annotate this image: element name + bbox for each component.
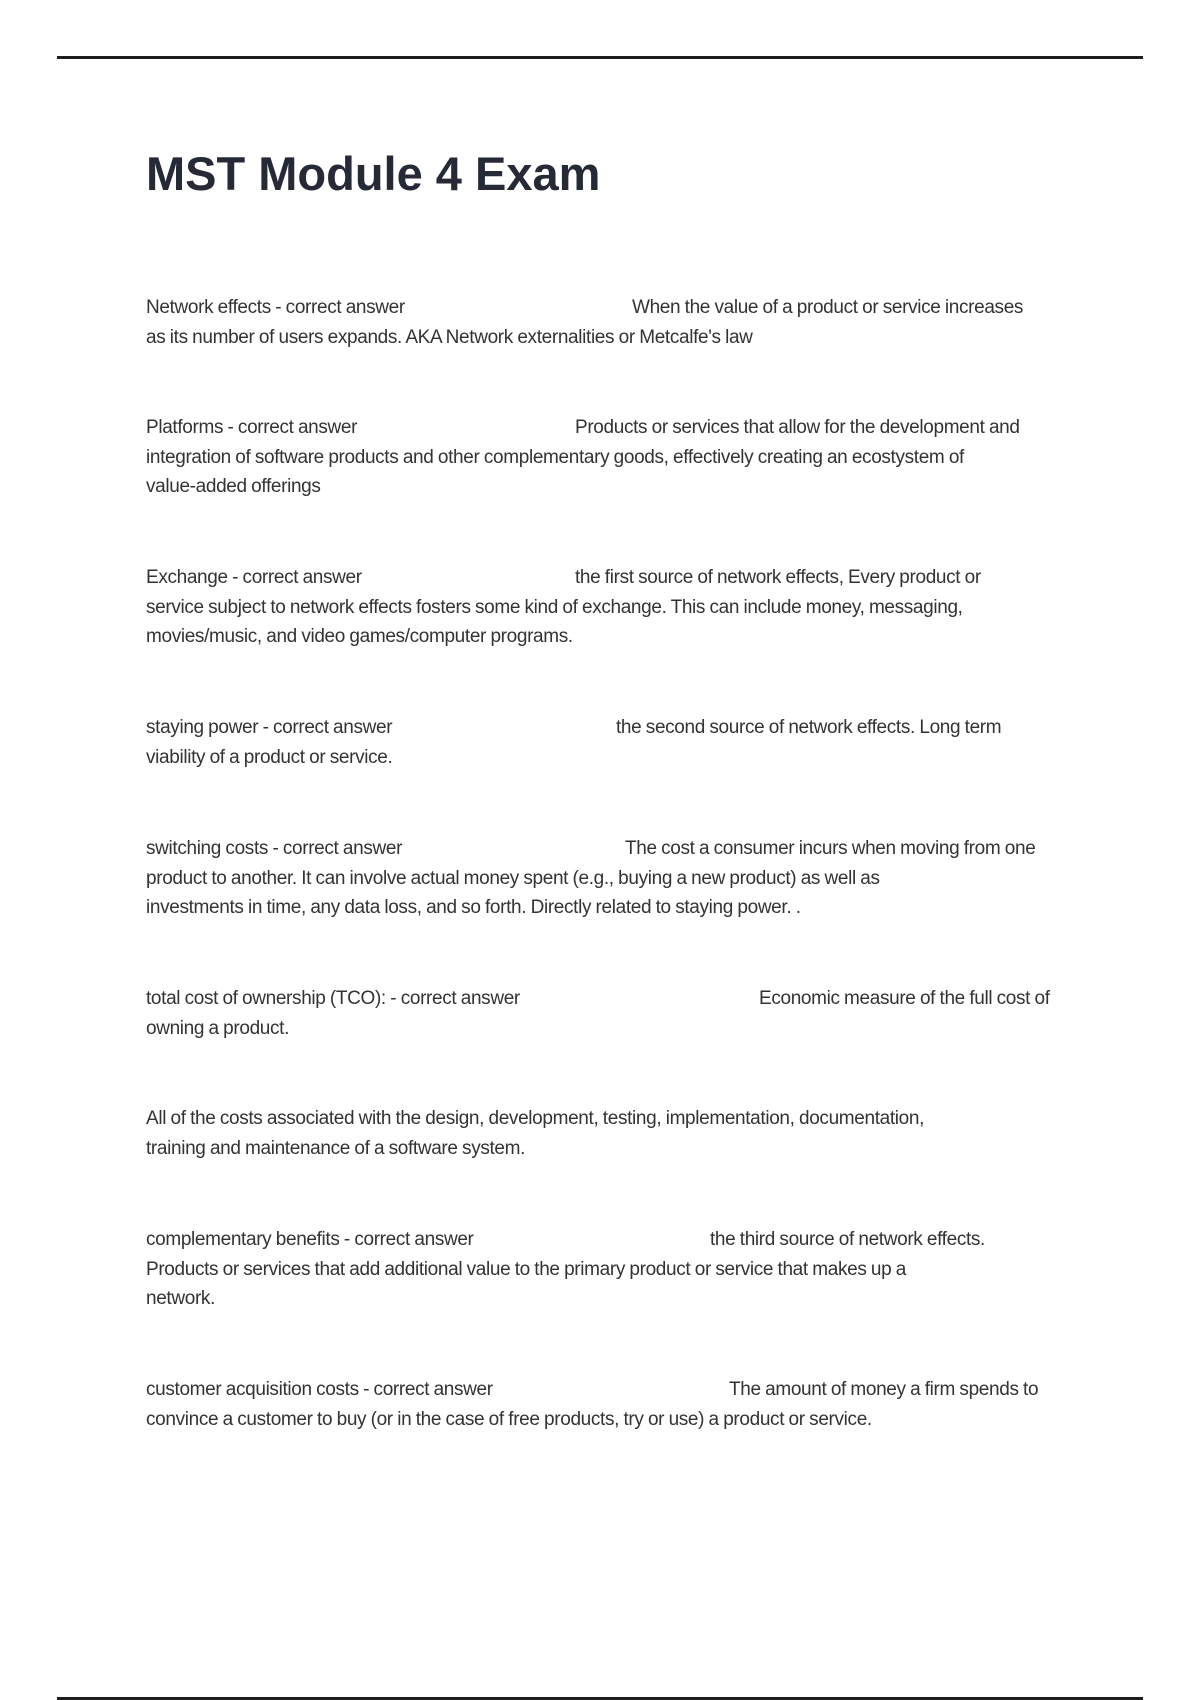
flashcard-entry [146, 834, 1086, 923]
entry-answer-line: value-added offerings [146, 476, 321, 497]
flashcard-entry [146, 984, 1086, 1043]
entry-answer-line: integration of software products and other complementary goods, effectively creating an ecostystem of [146, 446, 964, 468]
entry-answer-start: Economic measure of the full cost of [759, 988, 1050, 1009]
entry-answer-start: The cost a consumer incurs when moving from one [625, 838, 1036, 859]
entry-term: total cost of ownership (TCO): - correct answer [146, 988, 520, 1009]
entry-answer-line: product to another. It can involve actual money spent (e.g., buying a new product) as well as [146, 867, 880, 889]
entry-first-line [146, 413, 1086, 443]
paragraph-line: training and maintenance of a software system. [146, 1137, 526, 1159]
flashcard-entry [146, 1225, 1086, 1314]
flashcard-entry [146, 713, 1086, 772]
entry-term: Network effects - correct answer [146, 297, 405, 318]
entry-answer-line: convince a customer to buy (or in the case of free products, try or use) a product or service. [146, 1408, 872, 1430]
entry-first-line [146, 293, 1086, 323]
entry-answer-start: Products or services that allow for the development and [575, 417, 1020, 438]
entry-term: Exchange - correct answer [146, 567, 362, 588]
flashcard-entry [146, 563, 1086, 652]
entry-first-line [146, 834, 1086, 864]
entry-term: complementary benefits - correct answer [146, 1229, 474, 1250]
entry-answer-line: investments in time, any data loss, and so forth. Directly related to staying power. . [146, 897, 801, 918]
entry-term: staying power - correct answer [146, 717, 393, 738]
entry-first-line [146, 713, 1086, 743]
entry-answer-line: movies/music, and video games/computer programs. [146, 626, 573, 647]
entry-first-line [146, 563, 1086, 593]
entry-answer-line: Products or services that add additional value to the primary product or service that makes up a [146, 1258, 906, 1280]
entry-answer-line: owning a product. [146, 1017, 290, 1039]
entry-answer-start: The amount of money a firm spends to [729, 1379, 1039, 1400]
entry-answer-line: service subject to network effects fosters some kind of exchange. This can include money, messaging, [146, 596, 963, 618]
entry-answer-line: network. [146, 1288, 216, 1309]
entry-answer-start: When the value of a product or service increases [632, 297, 1024, 318]
entry-answer-line: viability of a product or service. [146, 746, 393, 768]
entry-first-line [146, 1225, 1086, 1255]
flashcard-entry [146, 1375, 1086, 1434]
flashcard-entry [146, 293, 1086, 352]
page-title: MST Module 4 Exam [146, 147, 601, 200]
continuation-paragraph [146, 1104, 1086, 1163]
flashcard-entry [146, 413, 1086, 502]
page-top-rule [57, 56, 1143, 59]
entry-first-line [146, 984, 1086, 1014]
entry-answer-start: the third source of network effects. [710, 1229, 985, 1250]
entry-term: switching costs - correct answer [146, 838, 403, 859]
entry-first-line [146, 1375, 1086, 1405]
entry-answer-start: the second source of network effects. Long term [616, 717, 1002, 738]
paragraph-line: All of the costs associated with the design, development, testing, implementation, documentation, [146, 1108, 925, 1129]
entry-term: customer acquisition costs - correct answer [146, 1379, 493, 1400]
entry-answer-line: as its number of users expands. AKA Network externalities or Metcalfe's law [146, 326, 753, 348]
entry-term: Platforms - correct answer [146, 417, 358, 438]
entry-answer-start: the first source of network effects, Every product or [575, 567, 981, 588]
